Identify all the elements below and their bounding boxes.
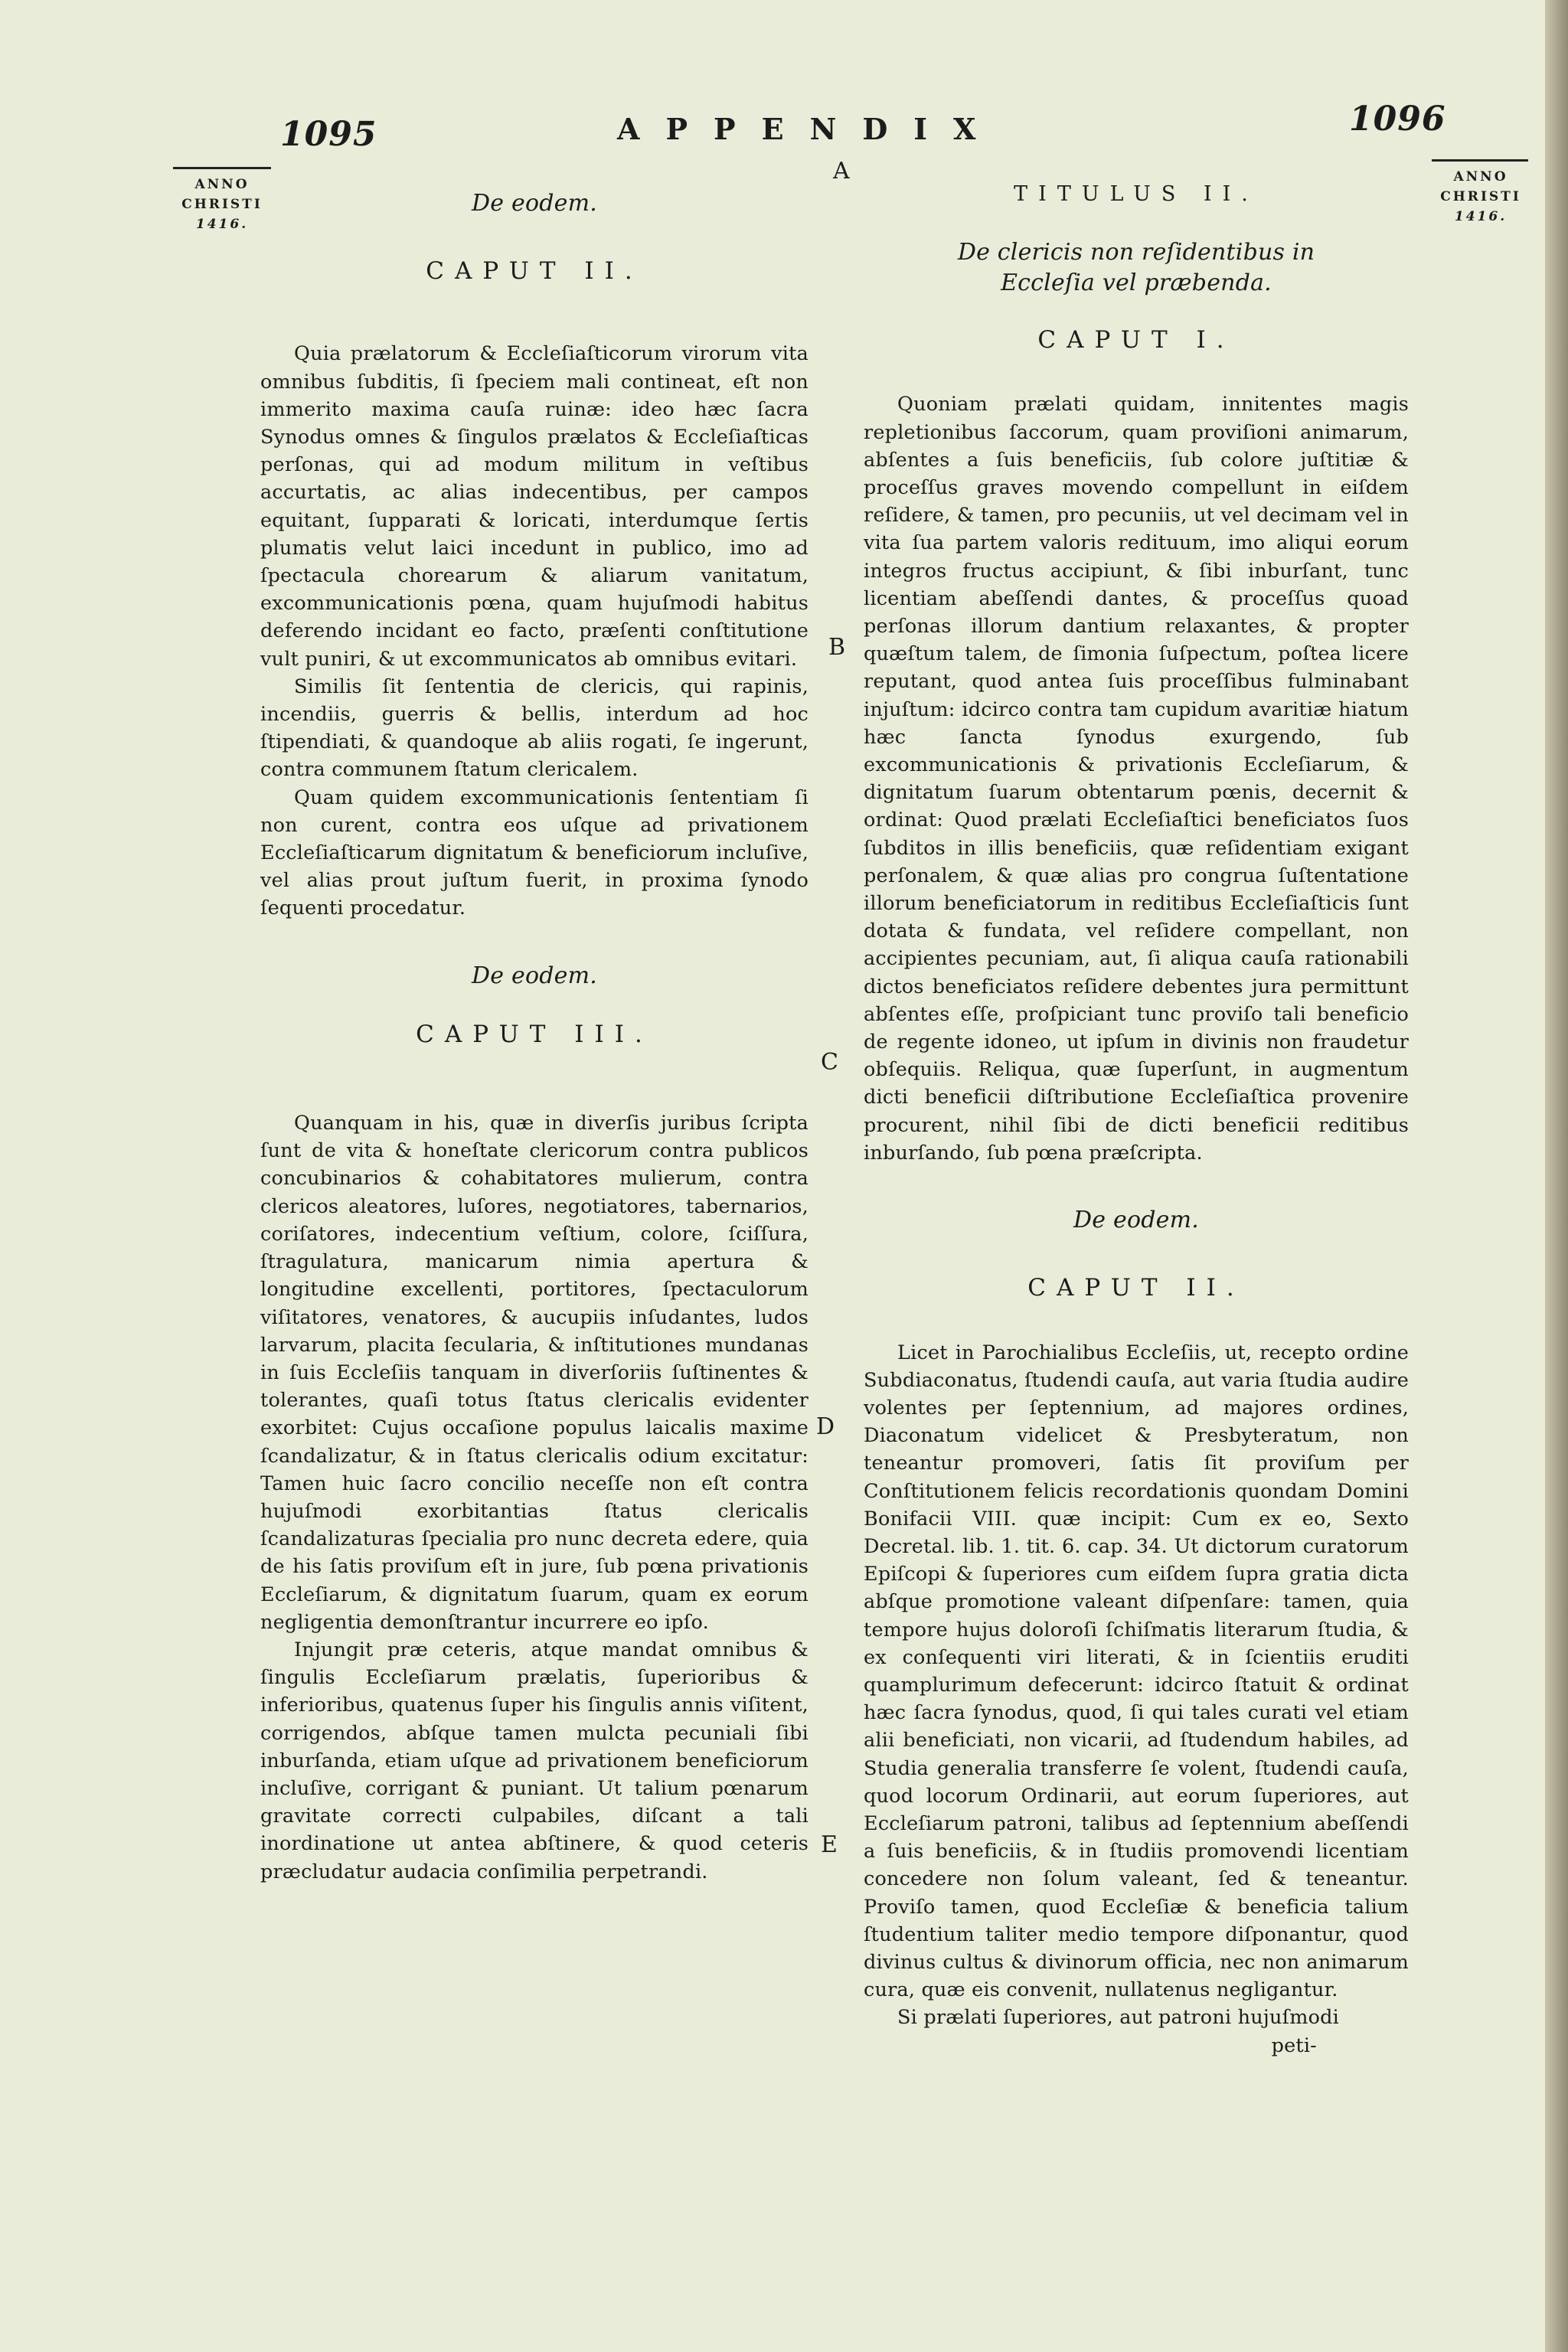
page-number-left: 1095 — [280, 115, 377, 154]
section-marker: B — [828, 634, 846, 661]
chapter-heading: CAPUT II. — [1027, 1274, 1245, 1302]
left-column — [260, 190, 808, 1886]
section-marker: D — [816, 1413, 835, 1440]
page-edge — [1545, 0, 1568, 2352]
paragraph: Injungit præ ceteris, atque mandat omnibus & ſingulis Eccleſiarum prælatis, ſuperioribus & inferioribus, quatenus ſuper his ſingulis annis viſitent, corrigendos, abſque tamen mulcta pecuniali ſibi inburſanda, etiam uſque ad privationem beneficiorum incluſive, corrigant & puniant. Ut talium pœnarum gravitate correcti culpabiles, diſcant a tali inordinatione ut antea abſtinere, & quod ceteris præcludatur audacia conſimilia perpetrandi. — [260, 1638, 808, 1883]
paragraph: Quam quidem excommunicationis ſententiam ſi non curent, contra eos uſque ad privationem Eccleſiaſticarum dignitatum & beneficiorum incluſive, vel alias prout juſtum fuerit, in proxima ſynodo ſequenti procedatur. — [260, 786, 808, 920]
section-marker: C — [821, 1049, 838, 1076]
margin-rule-right — [1432, 159, 1528, 162]
right-column — [864, 181, 1409, 2060]
section-marker: A — [833, 158, 850, 185]
margin-note-left-line: 1416. — [195, 217, 249, 232]
catchword: peti- — [1271, 2034, 1317, 2057]
section-heading: De eodem. — [472, 190, 597, 217]
margin-note-right-line: 1416. — [1454, 209, 1508, 224]
margin-note-right-line: ANNO — [1453, 169, 1508, 185]
paragraph: Quia prælatorum & Eccleſiaſticorum virorum vita omnibus ſubditis, ſi ſpeciem mali contineat, eſt non immerito maxima cauſa ruinæ: ideo hæc ſacra Synodus omnes & ſingulos prælatos & Eccleſiaſticas perſonas, qui ad modum militum in veſtibus accurtatis, ac alias indecentibus, per campos equitant, ſupparati & loricati, interdumque ſertis plumatis velut laici incedunt in publico, imo ad ſpectacula chorearum & aliarum vanitatum, excommunicationis pœna, quam hujuſmodi habitus deferendo incidant eo facto, præſenti conſtitutione vult puniri, & ut excommunicatos ab omnibus evitari. — [260, 342, 808, 671]
section-marker: E — [821, 1831, 838, 1858]
margin-note-right — [1429, 167, 1533, 227]
titulus-heading: TITULUS II. — [1014, 182, 1259, 206]
paragraph: Si prælati ſuperiores, aut patroni hujuſmodi — [897, 2006, 1340, 2030]
chapter-heading: CAPUT II. — [426, 257, 643, 286]
margin-rule-left — [173, 167, 271, 169]
section-heading: De eodem. — [1073, 1207, 1199, 1234]
section-heading: De eodem. — [472, 962, 597, 989]
margin-note-left — [172, 175, 273, 234]
margin-note-right-line: CHRISTI — [1440, 189, 1521, 204]
titulus-subtitle: De clericis non reſidentibus in Eccleſia vel præbenda. — [957, 239, 1315, 297]
margin-note-left-line: CHRISTI — [181, 197, 263, 212]
paragraph: Licet in Parochialibus Eccleſiis, ut, recepto ordine Subdiaconatus, ſtudendi cauſa, aut varia ſtudia audire volentes per ſeptennium, ad majores ordines, Diaconatum videlicet & Presbyteratum, non teneantur promoveri, ſatis ſit proviſum per Conſtitutionem felicis recordationis quondam Domini Bonifacii VIII. quæ incipit: Cum ex eo, Sexto Decretal. lib. 1. tit. 6. cap. 34. Ut dictorum curatorum Epiſcopi & ſuperiores cum eiſdem ſupra gratia dicta abſque promotione valeant diſpenſare: tamen, quia tempore hujus doloroſi ſchiſmatis literarum ſtudia, & ex conſequenti viri literati, & in ſcientiis eruditi quamplurimum defecerunt: idcirco ſtatuit & ordinat hæc ſacra ſynodus, quod, ſi qui tales curati vel etiam alii beneficiati, non vicarii, ad ſtudendum habiles, ad Studia generalia transferre ſe volent, ſtudendi cauſa, quod locorum Ordinarii, aut eorum ſuperiores, aut Eccleſiarum patroni, talibus ad ſeptennium abeſſendi a ſuis beneficiis, & in ſtudiis promovendi licentiam concedere non ſolum valeant, ſed & teneantur. Proviſo tamen, quod Eccleſiæ & beneficia talium ſtudentium taliter medio tempore diſponantur, quod divinus cultus & divinorum officia, nec non animarum cura, quæ eis convenit, nullatenus negligantur. — [864, 1341, 1409, 2002]
paragraph: Quoniam prælati quidam, innitentes magis repletionibus ſaccorum, quam proviſioni animarum, abſentes a ſuis beneficiis, ſub colore juſtitiæ & proceſſus graves movendo compellunt in eiſdem reſidere, & tamen, pro pecuniis, ut vel decimam vel in vita ſua partem valoris redituum, imo aliqui eorum integros fructus accipiunt, & ſibi inburſant, tunc licentiam abeſſendi dantes, & proceſſus quoad perſonas illorum dantium relaxantes, & propter quæſtum talem, de ſimonia ſuſpectum, poſtea licere reputant, quod antea ſuis proceſſibus fulminabant injuſtum: idcirco contra tam cupidum avaritiæ hiatum hæc ſancta ſynodus exurgendo, ſub excommunicationis & privationis Eccleſiarum, & dignitatum ſuarum obtentarum pœnis, decernit & ordinat: Quod prælati Eccleſiaſtici beneficiatos ſuos ſubditos in illis beneficiis, quæ reſidentiam exigant perſonalem, & quæ alias pro congrua ſuſtentatione illorum beneficiatorum in reditibus Eccleſiaſticis ſunt dotata & fundata, vel reſidere compellant, non accipientes pecuniam, aut, ſi aliqua cauſa rationabili dictos beneficiatos reſidere debentes jura permittunt abſentes eſſe, proſpiciant tunc proviſo tali beneficio de regente idoneo, ut ipſum in divinis non fraudetur obſequiis. Reliqua, quæ ſuperſunt, in augmentum dicti beneficii diſtributione Eccleſiaſtica provenire procurent, nihil ſibi de dicti beneficii reditibus inburſando, ſub pœna præſcripta. — [864, 393, 1409, 1165]
paragraph: Quanquam in his, quæ in diverſis juribus ſcripta ſunt de vita & honeſtate clericorum contra publicos concubinarios & cohabitatores mulierum, contra clericos aleatores, luſores, negotiatores, tabernarios, coriſatores, indecentium veſtium, colore, ſciſſura, ſtragulatura, manicarum nimia apertura & longitudine excellenti, portitores, ſpectaculorum viſitatores, venatores, & aucupiis inſudantes, ludos larvarum, placita ſecularia, & inſtitutiones mundanas in ſuis Eccleſiis tanquam in diverſoriis ſuſtinentes & tolerantes, quaſi totus ſtatus clericalis evidenter exorbitet: Cujus occaſione populus laicalis maxime ſcandalizatur, & in ſtatus clericalis odium excitatur: Tamen huic ſacro concilio neceſſe non eſt contra hujuſmodi exorbitantias ſtatus clericalis ſcandalizaturas ſpecialia pro nunc decreta edere, quia de his ſatis proviſum eſt in jure, ſub pœna privationis Eccleſiarum, & dignitatum ſuarum, quam ex eorum negligentia demonſtrantur incurrere eo ipſo. — [260, 1112, 808, 1634]
chapter-heading: CAPUT III. — [416, 1020, 653, 1048]
page-number-right: 1096 — [1349, 100, 1446, 139]
chapter-heading: CAPUT I. — [1037, 326, 1235, 354]
margin-note-left-line: ANNO — [194, 177, 250, 192]
running-title: APPENDIX — [617, 112, 1002, 146]
paragraph: Similis ſit ſententia de clericis, qui rapinis, incendiis, guerris & bellis, interdum ad hoc ſtipendiati, & quandoque ab aliis rogati, ſe ingerunt, contra communem ſtatum clericalem. — [260, 675, 808, 782]
